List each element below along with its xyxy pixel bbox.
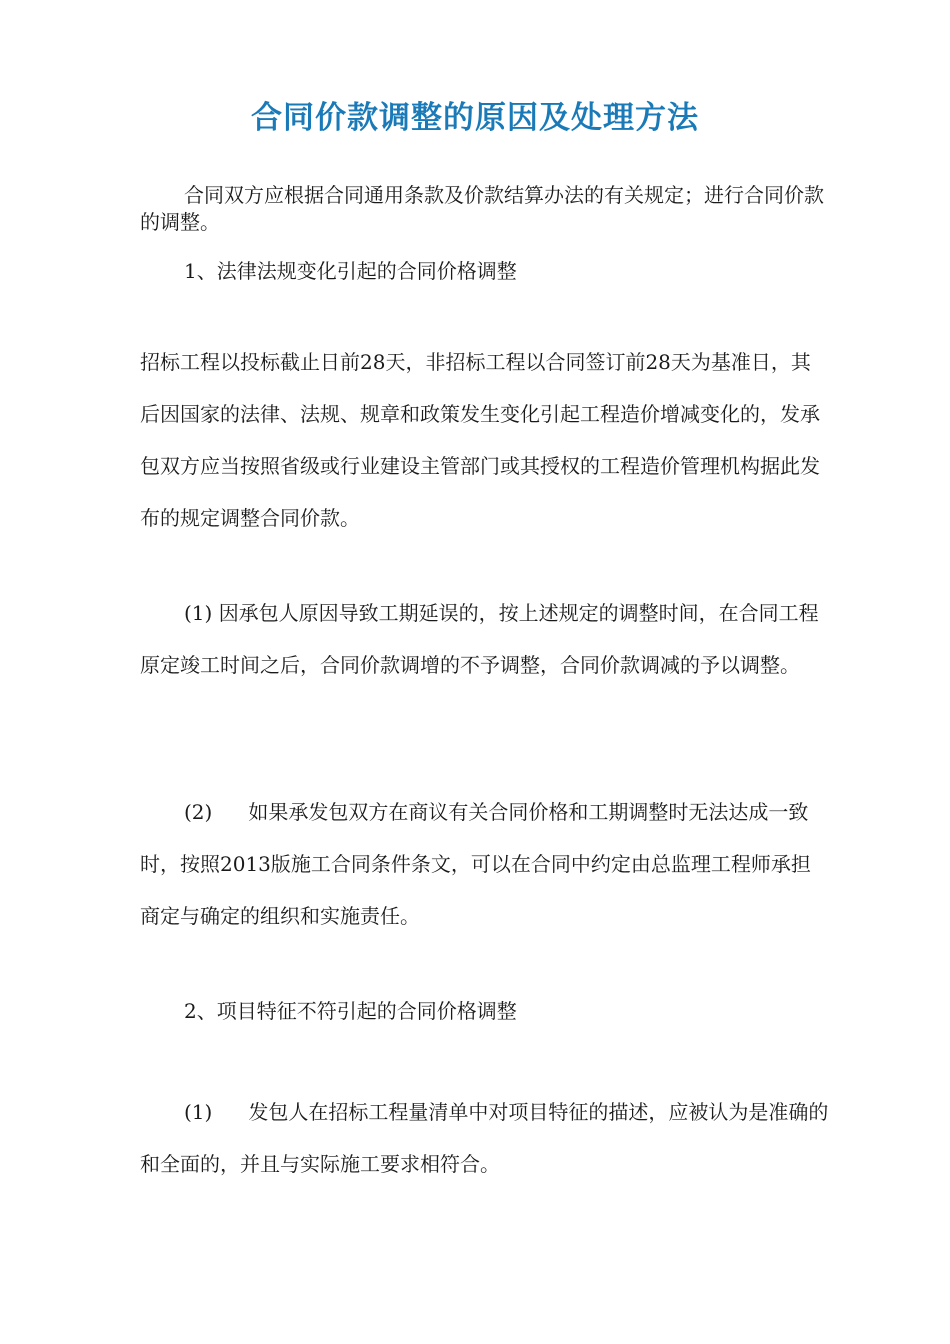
section1-item2-number: (2): [184, 800, 213, 824]
section2-item1-number: (1): [184, 1100, 213, 1124]
section2-heading: 2、项目特征不符引起的合同价格调整: [184, 999, 517, 1023]
section1-heading: 1、法律法规变化引起的合同价格调整: [184, 259, 517, 283]
section1-item2-paragraph: [140, 786, 830, 942]
section2-item1-text: 发包人在招标工程量清单中对项目特征的描述，应被认为是准确的和全面的，并且与实际施工要求相符合。: [140, 1100, 829, 1176]
section2-item1-paragraph: [140, 1086, 830, 1190]
section1-item1-paragraph: (1) 因承包人原因导致工期延误的，按上述规定的调整时间，在合同工程原定竣工时间之后，合同价款调增的不予调整，合同价款调减的予以调整。: [140, 601, 819, 677]
intro-paragraph: 合同双方应根据合同通用条款及价款结算办法的有关规定；进行合同价款的调整。: [140, 183, 824, 234]
section1-item2-text: 如果承发包双方在商议有关合同价格和工期调整时无法达成一致时，按照2013版施工合同条件条文，可以在合同中约定由总监理工程师承担商定与确定的组织和实施责任。: [140, 800, 811, 928]
section1-body-paragraph: 招标工程以投标截止日前28天，非招标工程以合同签订前28天为基准日，其后因国家的法律、法规、规章和政策发生变化引起工程造价增减变化的，发承包双方应当按照省级或行业建设主管部门或其授权的工程造价管理机构据此发布的规定调整合同价款。: [140, 350, 820, 530]
document-title: 合同价款调整的原因及处理方法: [251, 100, 699, 136]
